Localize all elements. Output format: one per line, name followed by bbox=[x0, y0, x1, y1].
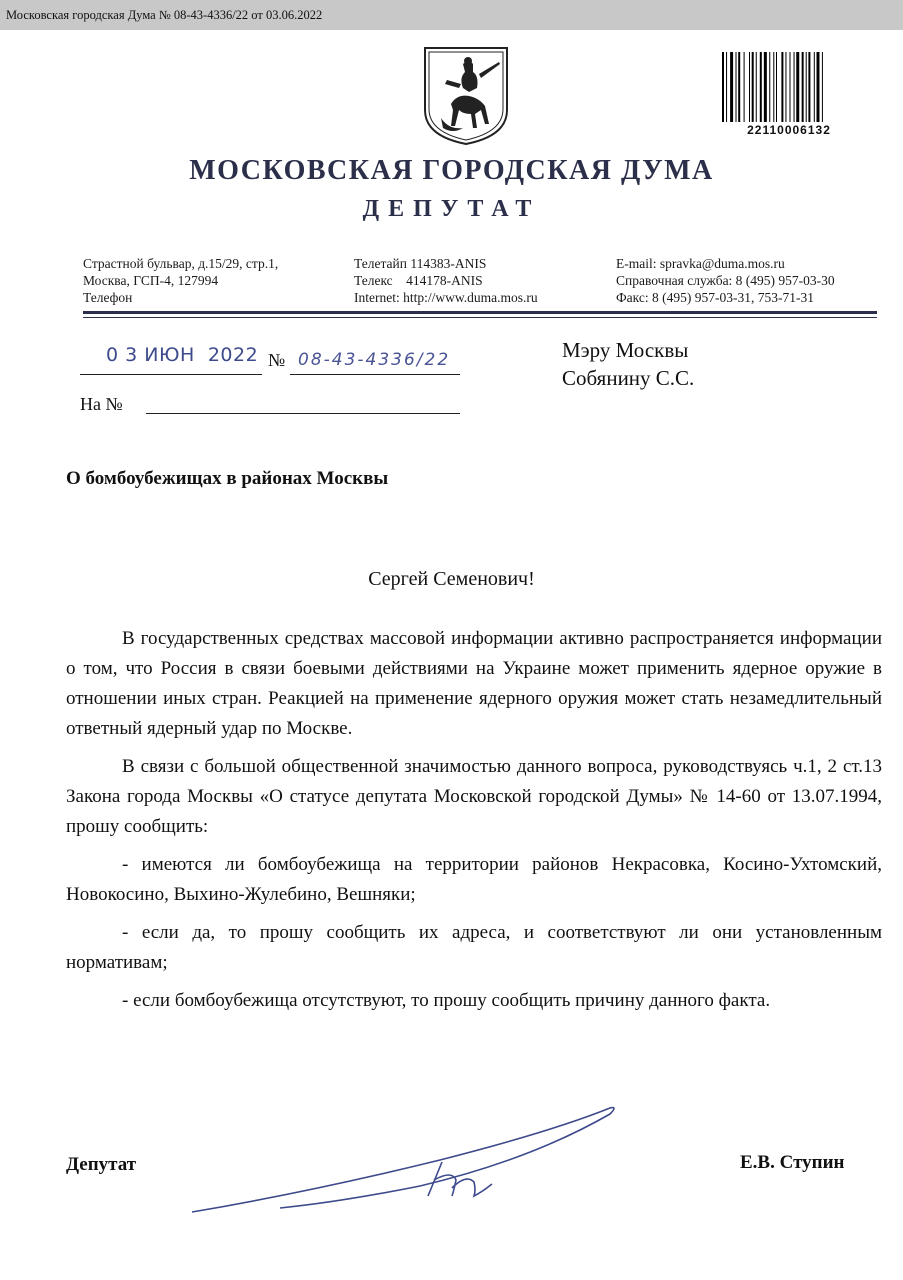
barcode-image bbox=[722, 52, 856, 122]
moscow-coat-of-arms-icon bbox=[419, 44, 513, 146]
registration-number: 08-43-4336/22 bbox=[298, 350, 451, 370]
reply-to-underline bbox=[146, 413, 460, 414]
salutation: Сергей Семенович! bbox=[368, 568, 535, 590]
number-label: № bbox=[268, 350, 286, 370]
contact-line: Телетайп 114383-ANIS bbox=[354, 256, 487, 271]
contact-line: E-mail: spravka@duma.mos.ru bbox=[616, 256, 785, 271]
letter-subject: О бомбоубежищах в районах Москвы bbox=[66, 468, 389, 489]
contact-line: Страстной бульвар, д.15/29, стр.1, bbox=[83, 256, 279, 271]
body-paragraph: - имеются ли бомбоубежища на территории районов Некрасовка, Косино-Ухтомский, Новокосино, Выхино-Жулебино, Вешняки; bbox=[66, 854, 882, 905]
organization-title: МОСКОВСКАЯ ГОРОДСКАЯ ДУМА bbox=[189, 155, 714, 186]
barcode-number: 22110006132 bbox=[747, 123, 831, 137]
date-underline bbox=[80, 374, 262, 375]
body-paragraph: В связи с большой общественной значимостью данного вопроса, руководствуясь ч.1, 2 ст.13 Закона города Москвы «О статусе депутата Московской городской Думы» № 14-60 от 13.07.1994, прошу сообщить: bbox=[66, 756, 882, 837]
contact-line: Телефон bbox=[83, 290, 133, 305]
reply-to-label: На № bbox=[80, 394, 123, 414]
header-rule-thick bbox=[83, 311, 877, 314]
date-stamp: 0 3 ИЮН 2022 bbox=[106, 344, 259, 366]
body-paragraph: - если да, то прошу сообщить их адреса, и соответствуют ли они установленным нормативам; bbox=[66, 922, 882, 973]
handwritten-signature-icon bbox=[190, 1100, 630, 1220]
contact-line: Справочная служба: 8 (495) 957-03-30 bbox=[616, 273, 835, 288]
contact-line: Факс: 8 (495) 957-03-31, 753-71-31 bbox=[616, 290, 814, 305]
letter-body bbox=[66, 624, 882, 1024]
contacts-address bbox=[83, 255, 278, 306]
addressee-line: Собянину С.С. bbox=[562, 366, 695, 390]
addressee bbox=[562, 336, 694, 392]
organization-role: ДЕПУТАТ bbox=[362, 196, 541, 222]
document-header-bar: Московская городская Дума № 08-43-4336/22 от 03.06.2022 bbox=[0, 0, 903, 30]
addressee-line: Мэру Москвы bbox=[562, 338, 689, 362]
body-paragraph: В государственных средствах массовой информации активно распространяется информации о том, что Россия в связи боевыми действиями на Украине может применить ядерное оружие в отношении иных стран. Реакцией на применение ядерного оружия может стать незамедлительный ответный ядерный удар по Москве. bbox=[66, 628, 882, 739]
signatory-title: Депутат bbox=[66, 1154, 137, 1175]
contact-line: Internet: http://www.duma.mos.ru bbox=[354, 290, 538, 305]
contacts-telex bbox=[354, 255, 538, 306]
contact-line: Телекс 414178-ANIS bbox=[354, 273, 483, 288]
signatory-name: Е.В. Ступин bbox=[740, 1152, 845, 1173]
contacts-email bbox=[616, 255, 835, 306]
body-paragraph: - если бомбоубежища отсутствуют, то прошу сообщить причину данного факта. bbox=[122, 990, 771, 1011]
contact-line: Москва, ГСП-4, 127994 bbox=[83, 273, 219, 288]
header-rule-thin bbox=[83, 317, 877, 318]
number-underline bbox=[290, 374, 460, 375]
